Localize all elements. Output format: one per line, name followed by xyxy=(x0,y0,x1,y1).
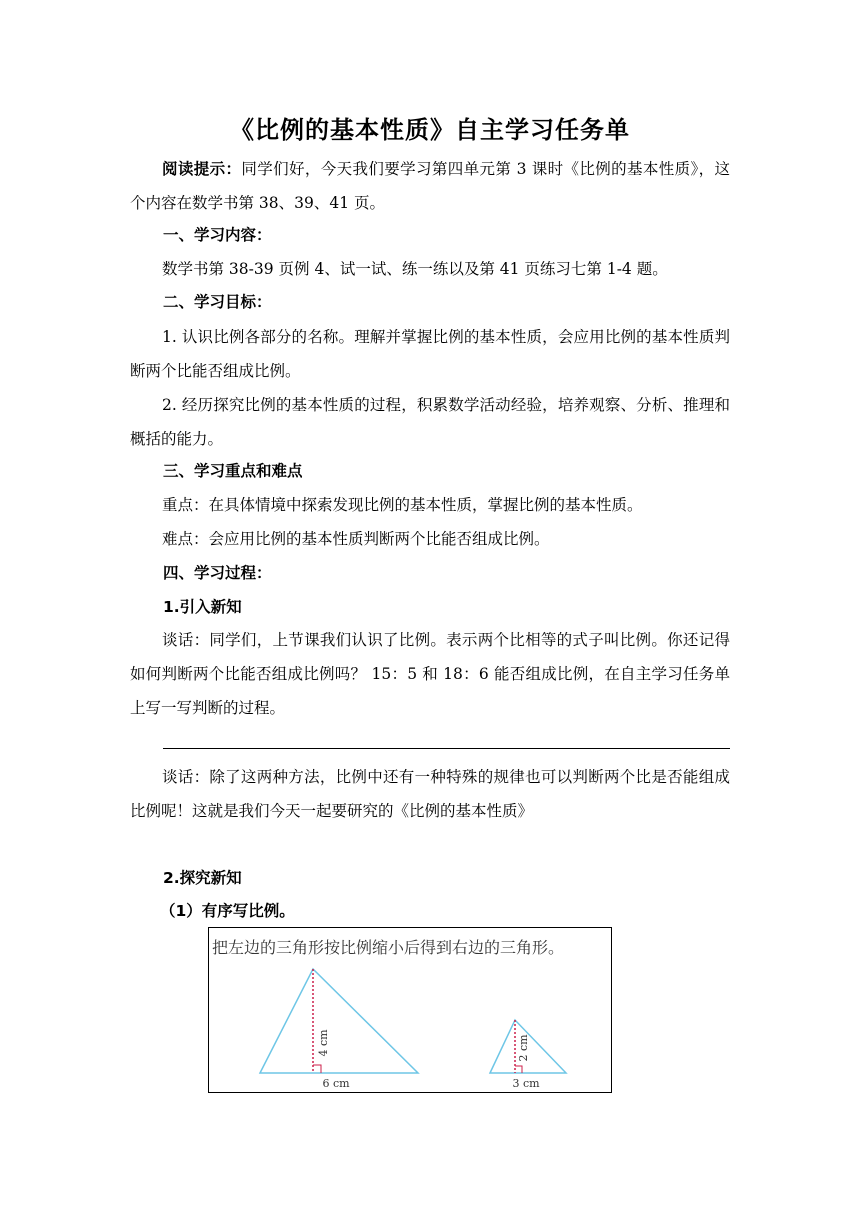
step-2-heading: 2.探究新知 xyxy=(163,869,242,887)
triangle-figure xyxy=(208,927,612,1093)
section-3-heading: 三、学习重点和难点 xyxy=(163,462,303,480)
section-2-heading: 二、学习目标： xyxy=(163,293,272,311)
reading-tip xyxy=(130,152,730,220)
reading-tip-label: 阅读提示： xyxy=(162,160,242,178)
step-1-heading: 1.引入新知 xyxy=(163,598,242,616)
difficult-point: 难点：会应用比例的基本性质判断两个比能否组成比例。 xyxy=(162,530,550,548)
small-base-label: 3 cm xyxy=(512,1077,540,1090)
goal-item-2: 2. 经历探究比例的基本性质的过程，积累数学活动经验，培养观察、分析、推理和概括的能力。 xyxy=(130,396,730,448)
step-2-sub-1: （1）有序写比例。 xyxy=(160,902,295,920)
section-1-text: 数学书第 38-39 页例 4、试一试、练一练以及第 41 页练习七第 1-4 题。 xyxy=(162,260,668,278)
page-title: 《比例的基本性质》自主学习任务单 xyxy=(230,116,630,144)
figure-caption: 把左边的三角形按比例缩小后得到右边的三角形。 xyxy=(212,938,565,957)
small-height-label: 2 cm xyxy=(517,1034,530,1062)
section-4-heading: 四、学习过程： xyxy=(163,564,272,582)
key-point: 重点：在具体情境中探索发现比例的基本性质，掌握比例的基本性质。 xyxy=(162,496,643,514)
goal-item-1: 1. 认识比例各部分的名称。理解并掌握比例的基本性质，会应用比例的基本性质判断两个比能否组成比例。 xyxy=(130,328,730,380)
step-1-talk: 谈话：同学们，上节课我们认识了比例。表示两个比相等的式子叫比例。你还记得如何判断两个比能否组成比例吗？ 15：5 和 18：6 能否组成比例，在自主学习任务单上写一写判断的过程。 xyxy=(130,631,730,717)
section-1-heading: 一、学习内容： xyxy=(163,226,272,244)
big-base-label: 6 cm xyxy=(322,1077,350,1090)
big-height-label: 4 cm xyxy=(317,1029,330,1057)
reading-tip-text: 同学们好，今天我们要学习第四单元第 3 课时《比例的基本性质》，这个内容在数学书第 38、39、41 页。 xyxy=(130,160,730,212)
answer-line xyxy=(163,748,730,749)
step-1-talk-2: 谈话：除了这两种方法，比例中还有一种特殊的规律也可以判断两个比是否能组成比例呢！这就是我们今天一起要研究的《比例的基本性质》 xyxy=(130,768,730,820)
